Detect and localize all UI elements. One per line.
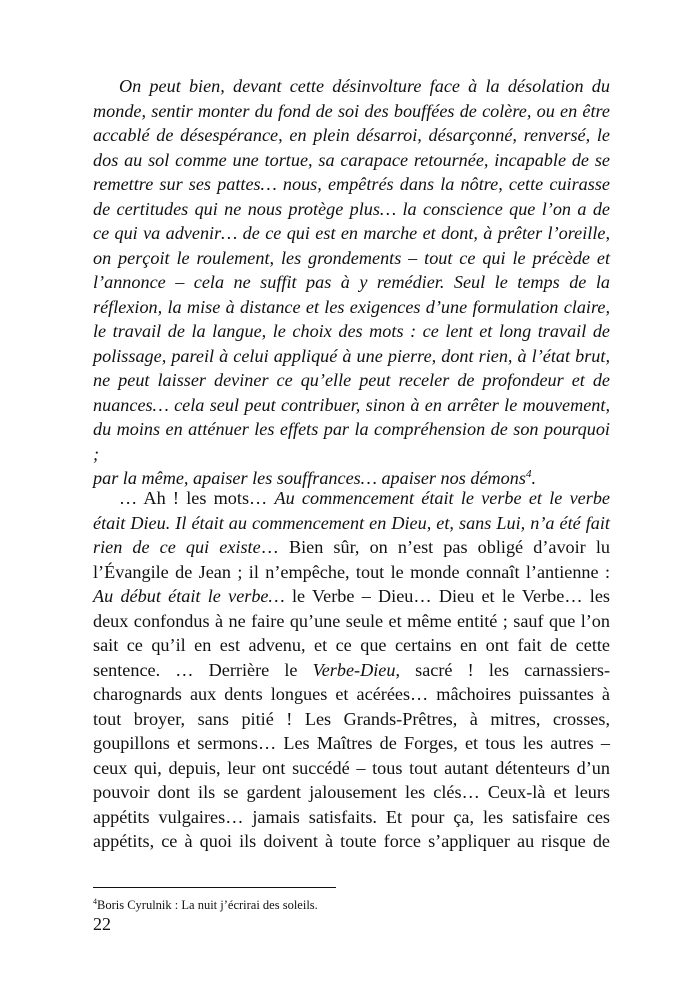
text-line: sait ce qu’il en est advenu, et ce que certains en ont fait de cette (93, 635, 610, 655)
page-number: 22 (93, 914, 111, 934)
text-line: polissage, pareil à celui appliqué à une pierre, dont rien, à l’état brut, (93, 345, 610, 366)
footnote-number: 4 (93, 896, 97, 906)
text-line: l’Évangile de Jean ; il n’empêche, tout le monde connaît l’antienne : (93, 561, 610, 582)
text-line: appétits, ce à quoi ils doivent à toute force s’appliquer au risque de (93, 831, 610, 851)
paragraph-2 (93, 486, 610, 854)
text-line (93, 486, 610, 511)
text-line: ce qui va advenir… de ce qui est en marche et dont, à prêter l’oreille, (93, 223, 610, 243)
text-line: monde, sentir monter du fond de soi des bouffées de colère, ou en être (93, 100, 610, 121)
text-line: tout broyer, sans pitié ! Les Grands-Prêtres, à mitres, crosses, (93, 708, 610, 729)
last-line-text: par la même, apaiser les souffrances… apaiser nos démons (93, 468, 526, 488)
end-punct: . (531, 468, 536, 488)
footnote-text: Boris Cyrulnik : La nuit j’écrirai des soleils. (97, 898, 318, 912)
text-line: On peut bien, devant cette désinvolture face à la désolation du (119, 76, 610, 96)
text-line (93, 535, 610, 560)
text-line: appétits vulgaires… jamais satisfaits. Et pour ça, les satisfaire ces (93, 806, 610, 827)
text-line: réflexion, la mise à distance et les exigences d’une formulation claire, (93, 296, 610, 317)
text-line: ne peut laisser deviner ce qu’elle peut receler de profondeur et de (93, 370, 610, 390)
text-line: remettre sur ses pattes… nous, empêtrés dans la nôtre, cette cuirasse (93, 174, 610, 194)
quote-run: Au commencement était le verbe et le verbe (274, 488, 610, 508)
text-line (93, 658, 610, 683)
text-line: charognards aux dents longues et acérées… mâchoires puissantes à (93, 684, 610, 704)
text-run: … Ah ! les mots… (119, 488, 275, 508)
footnote-ref: 4 (525, 467, 532, 480)
text-line: l’annonce – cela ne suffit pas à y remédier. Seul le temps de la (93, 272, 610, 292)
text-line: accablé de désespérance, en plein désarroi, désarçonné, renversé, le (93, 125, 610, 145)
text-line: dos au sol comme une tortue, sa carapace retournée, incapable de se (93, 149, 610, 170)
text-run: , sacré ! les carnassiers- (395, 659, 610, 680)
quote-run: Verbe-Dieu (312, 659, 396, 680)
text-line: nuances… cela seul peut contribuer, sinon à en arrêter le mouvement, (93, 394, 610, 415)
text-line: de certitudes qui ne nous protège plus… la conscience que l’on a de (93, 198, 610, 219)
text-run: … Bien sûr, on n’est pas obligé d’avoir lu (260, 537, 610, 557)
quote-run: rien de ce qui existe (93, 537, 261, 557)
text-line: on perçoit le roulement, les grondements – tout ce qui le précède et (93, 247, 610, 268)
text-line: pouvoir dont ils se gardent jalousement les clés… Ceux-là et leurs (93, 782, 610, 802)
text-run: le Verbe – Dieu… Dieu et le Verbe… les (284, 586, 610, 606)
footnote (93, 897, 318, 913)
text-line: le travail de la langue, le choix des mots : ce lent et long travail de (93, 321, 610, 341)
text-line: du moins en atténuer les effets par la compréhension de son pourquoi ; (93, 419, 610, 464)
text-line: ceux qui, depuis, leur ont succédé – tous tout autant détenteurs d’un (93, 757, 610, 778)
text-line: était Dieu. Il était au commencement en Dieu, et, sans Lui, n’a été fait (93, 512, 610, 533)
text-line (93, 584, 610, 609)
quote-run: Au début était le verbe… (93, 586, 285, 606)
paragraph-1 (93, 74, 610, 491)
footnote-divider (93, 887, 336, 888)
text-line: goupillons et sermons… Les Maîtres de Forges, et tous les autres – (93, 733, 610, 753)
text-run: sentence. … Derrière le (93, 659, 313, 680)
text-line: deux confondus à ne faire qu’une seule et même entité ; sauf que l’on (93, 610, 610, 631)
